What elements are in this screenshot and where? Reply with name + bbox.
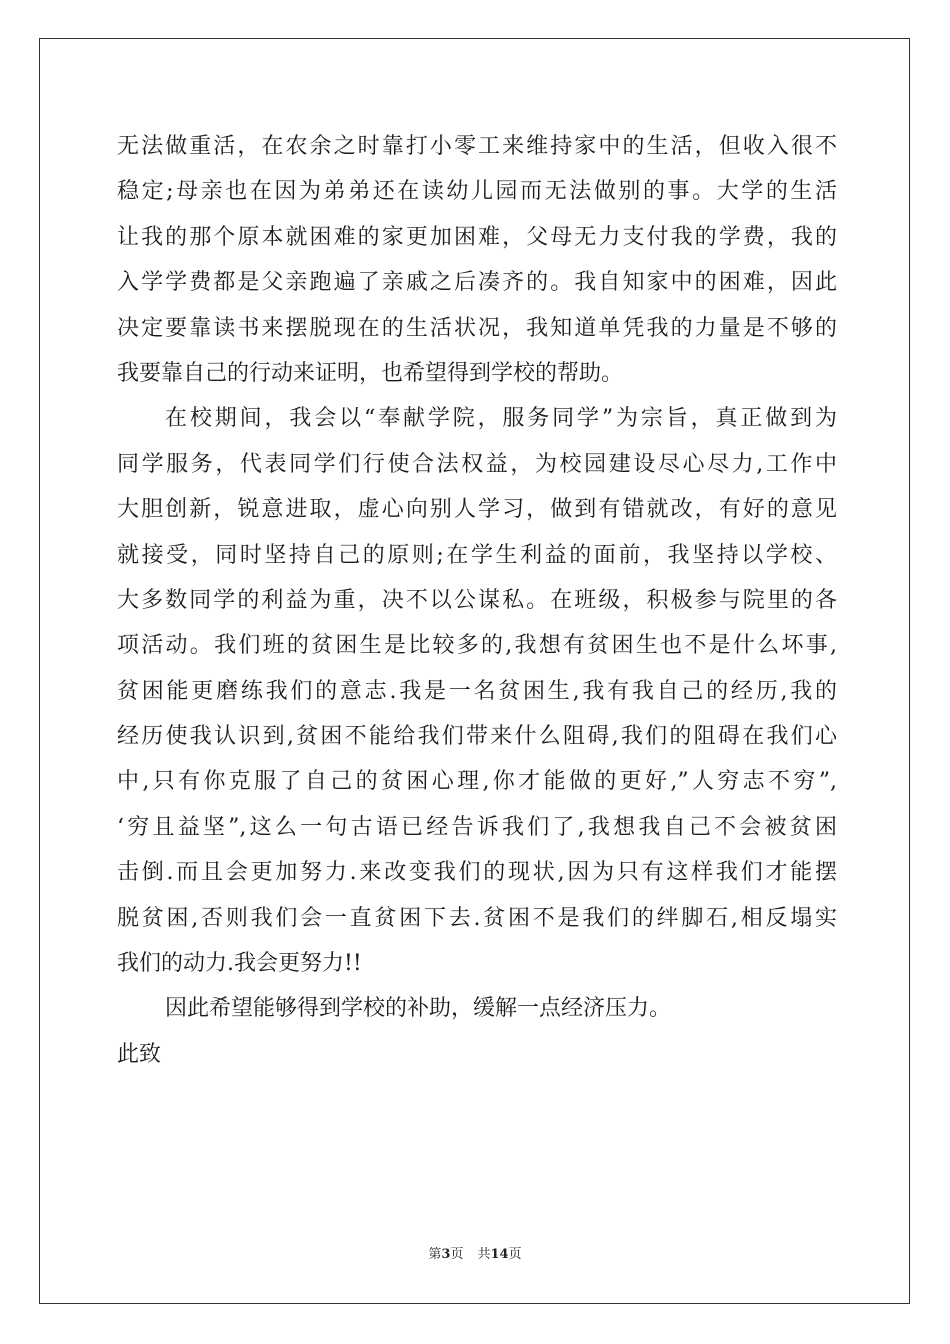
footer-total-unit: 页	[508, 1247, 522, 1262]
page-footer	[0, 1246, 950, 1264]
text-line: 无法做重活，在农余之时靠打小零工来维持家中的生活，但收入很不	[117, 134, 837, 159]
text-line: 此致	[117, 1041, 162, 1067]
text-line: 中,只有你克服了自己的贫困心理,你才能做的更好,”人穷志不穷”,	[117, 769, 838, 795]
text-line: 因此希望能够得到学校的补助，缓解一点经济压力。	[165, 996, 672, 1022]
footer-total-prefix: 共	[477, 1247, 491, 1262]
text-line: ‘穷且益坚”,这么一句古语已经告诉我们了,我想我自己不会被贫困	[117, 814, 837, 840]
text-line: 让我的那个原本就困难的家更加困难，父母无力支付我的学费，我的	[117, 224, 837, 250]
text-line: 经历使我认识到,贫困不能给我们带来什么阻碍,我们的阻碍在我们心	[117, 724, 837, 750]
text-line: 入学学费都是父亲跑遍了亲戚之后凑齐的。我自知家中的困难，因此	[117, 270, 837, 296]
footer-page-unit: 页	[450, 1247, 464, 1262]
text-line: 脱贫困,否则我们会一直贫困下去.贫困不是我们的绊脚石,相反塌实	[117, 905, 837, 931]
text-line: 同学服务，代表同学们行使合法权益，为校园建设尽心尽力,工作中	[117, 451, 837, 477]
text-line: 我们的动力.我会更努力!!	[117, 951, 362, 977]
footer-total-pages: 14	[490, 1247, 509, 1262]
footer-prefix: 第	[428, 1247, 442, 1262]
document-body	[117, 124, 837, 1077]
text-line: 我要靠自己的行动来证明，也希望得到学校的帮助。	[117, 360, 624, 386]
text-line: 大胆创新，锐意进取，虚心向别人学习，做到有错就改，有好的意见	[117, 497, 837, 523]
text-line: 击倒.而且会更加努力.来改变我们的现状,因为只有这样我们才能摆	[117, 860, 837, 886]
text-line: 决定要靠读书来摆脱现在的生活状况，我知道单凭我的力量是不够的	[117, 315, 837, 341]
text-line: 在校期间，我会以“奉献学院，服务同学”为宗旨，真正做到为	[165, 406, 837, 432]
text-line: 大多数同学的利益为重，决不以公谋私。在班级，积极参与院里的各	[117, 587, 837, 613]
footer-current-page: 3	[441, 1247, 451, 1262]
text-line: 就接受，同时坚持自己的原则;在学生利益的面前，我坚持以学校、	[117, 542, 837, 568]
text-line: 贫困能更磨练我们的意志.我是一名贫困生,我有我自己的经历,我的	[117, 678, 837, 704]
text-line: 稳定;母亲也在因为弟弟还在读幼儿园而无法做别的事。大学的生活	[117, 179, 837, 205]
text-line: 项活动。我们班的贫困生是比较多的,我想有贫困生也不是什么坏事,	[117, 633, 837, 659]
